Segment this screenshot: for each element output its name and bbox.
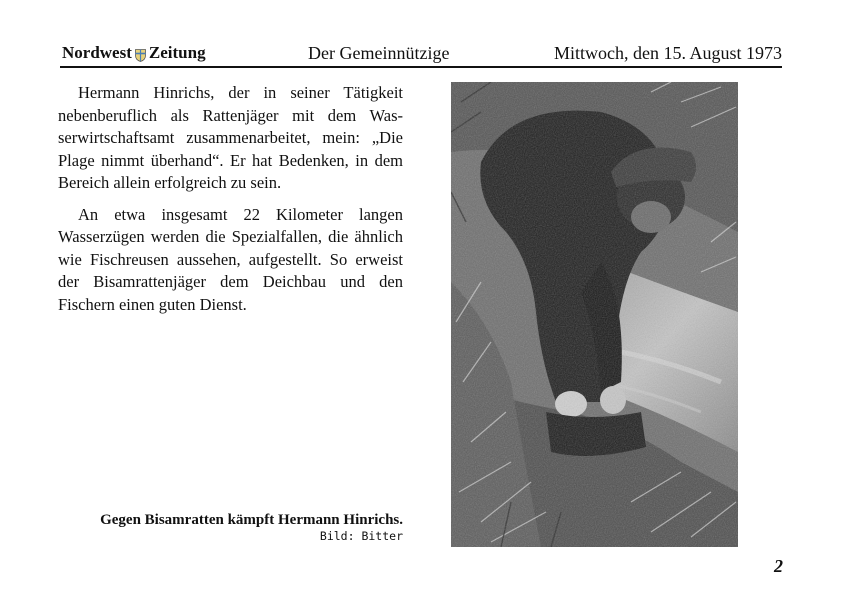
article-paragraph-2: An etwa insgesamt 22 Kilometer langen Wasserzügen werden die Spezialfallen, die ähnlich wie Fischreusen aussehen, aufgestellt. So erweist der Bisamrattenjäger dem Deichbau und den Fischern einen guten Dienst. <box>58 204 403 314</box>
coat-of-arms-icon <box>135 47 146 60</box>
caption-text: Gegen Bisamratten kämpft Hermann Hinrichs. <box>100 512 403 528</box>
issue-date: Mittwoch, den 15. August 1973 <box>554 43 782 63</box>
page-number: 2 <box>774 556 783 576</box>
article-paragraph-1: Hermann Hinrichs, der in seiner Tätigkeit nebenberuflich als Rattenjäger mit dem Wasserwirtschaftsamt zusammenarbeitet, mein: „Die Plage nimmt überhand“. Er hat Bedenken, in dem Bereich allein erfolgreich zu sein. <box>58 83 403 192</box>
masthead-right: Zeitung <box>148 43 206 62</box>
newspaper-masthead <box>62 43 206 63</box>
photo-credit: Bild: Bitter <box>319 529 403 543</box>
article-body <box>58 82 403 325</box>
section-title: Der Gemeinnützige <box>308 43 450 63</box>
news-photo <box>451 82 738 547</box>
photo-caption <box>100 511 403 544</box>
page-header <box>60 40 782 68</box>
masthead-left: Nordwest <box>62 43 132 62</box>
